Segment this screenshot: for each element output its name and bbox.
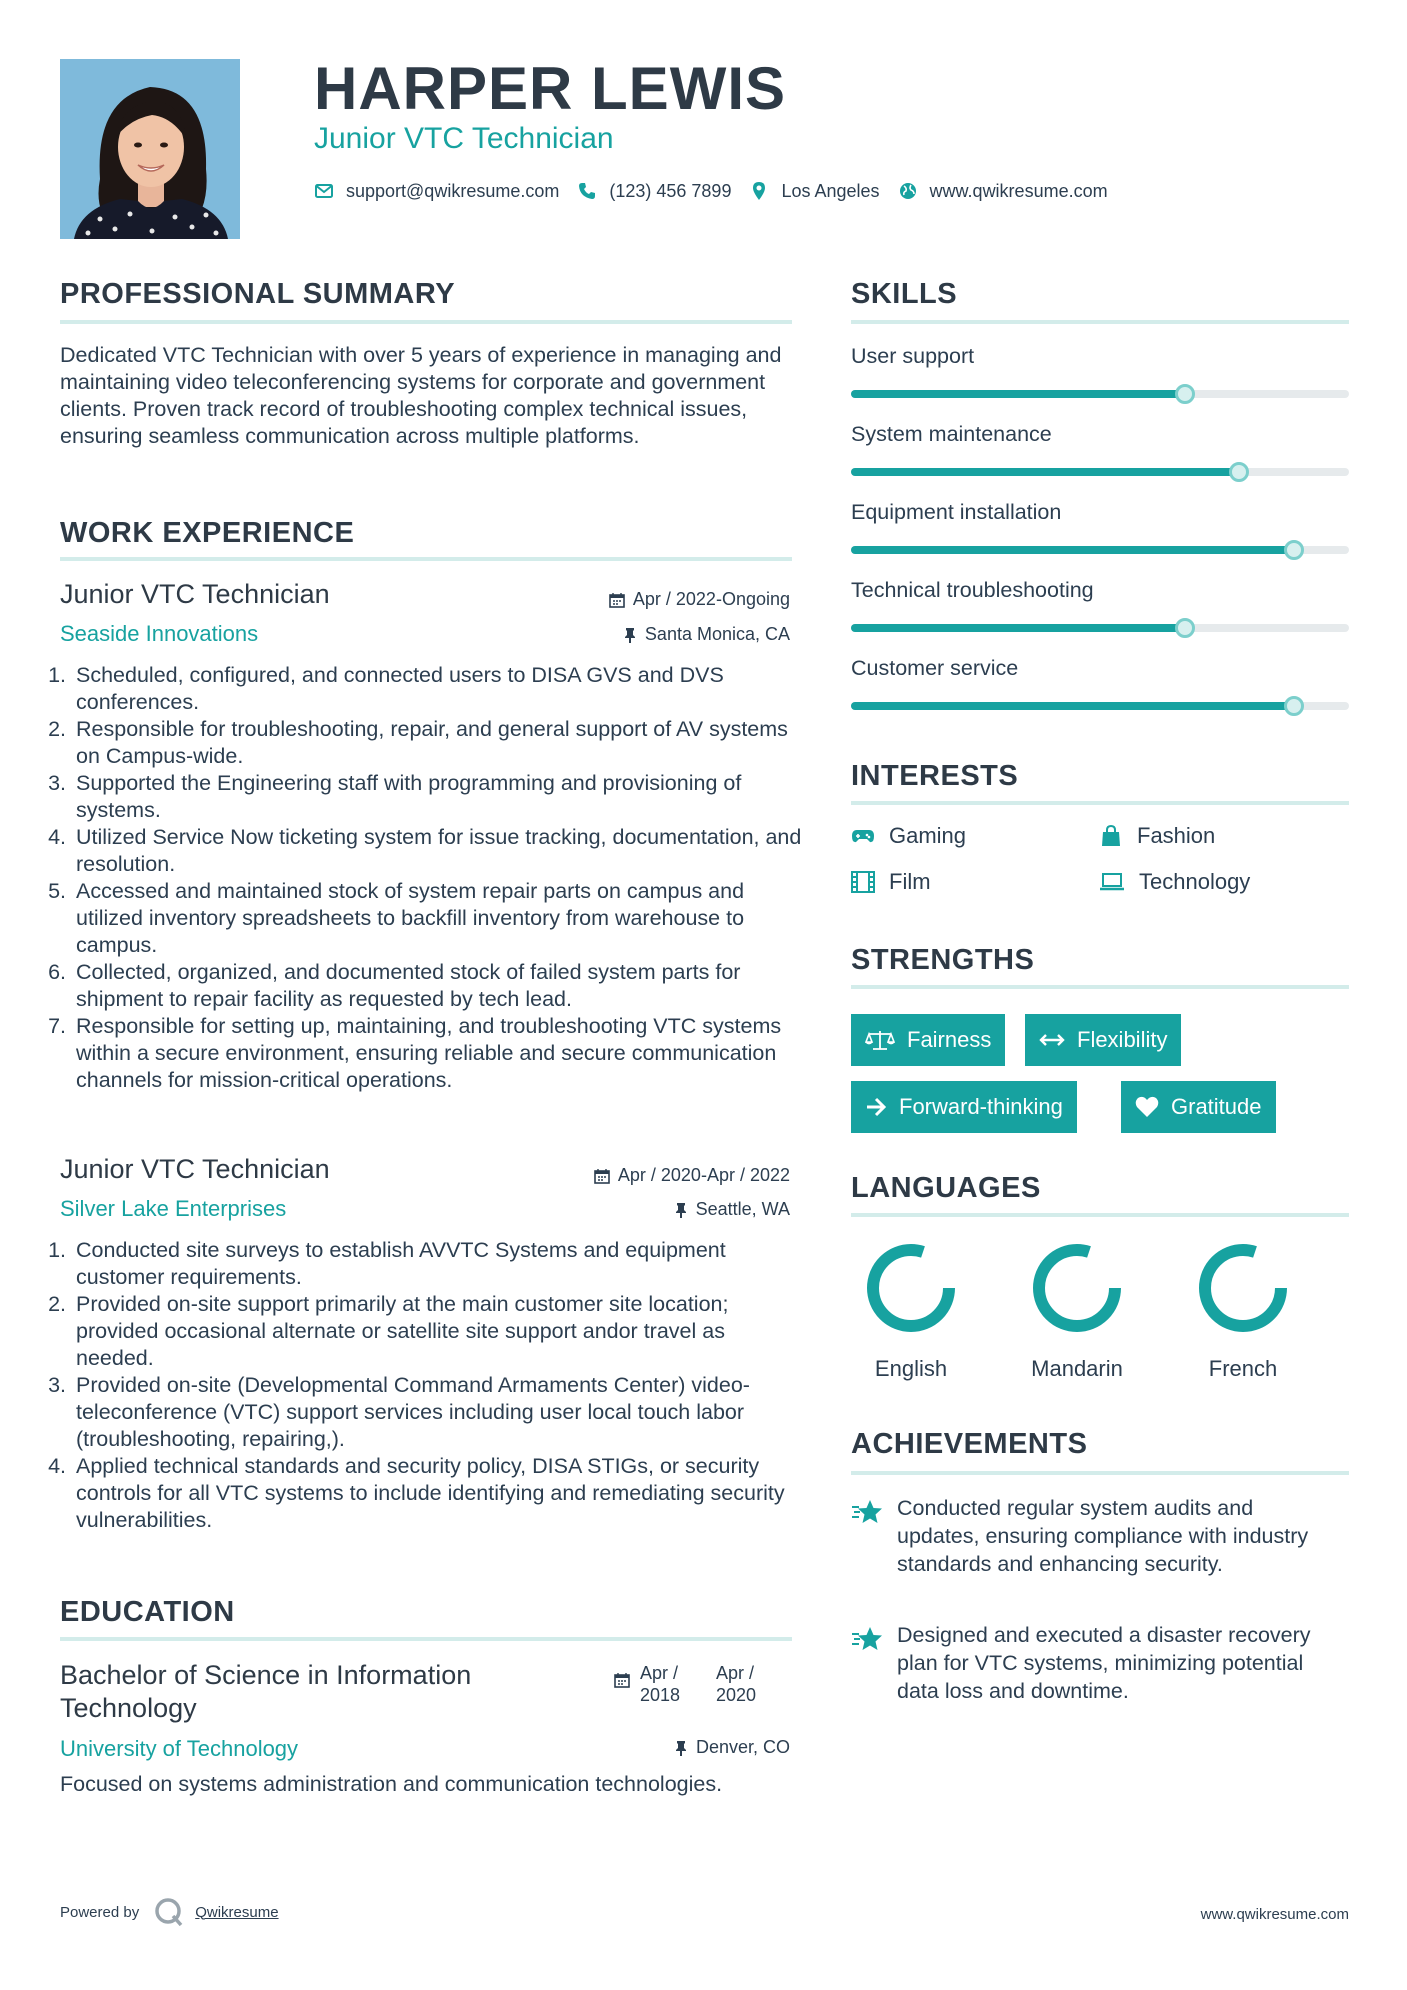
skill-label: User support — [851, 344, 975, 368]
achievement-item — [851, 1494, 1327, 1578]
strength-label: Gratitude — [1171, 1094, 1262, 1119]
interest-technology — [1099, 869, 1250, 895]
footer-website[interactable]: www.qwikresume.com — [1200, 1906, 1349, 1923]
languages-heading: LANGUAGES — [851, 1172, 1041, 1204]
skill-label: Equipment installation — [851, 500, 1062, 524]
language-label: Mandarin — [1031, 1356, 1123, 1381]
profile-photo — [60, 59, 240, 239]
strength-flexibility — [1025, 1014, 1181, 1066]
pushpin-icon — [674, 1202, 688, 1218]
job-2-dates — [594, 1165, 790, 1186]
strength-label: Fairness — [907, 1027, 992, 1052]
experience-rule — [60, 557, 792, 561]
calendar-icon — [594, 1168, 610, 1184]
skill-bar-fill — [851, 546, 1294, 554]
skill-bar — [851, 546, 1349, 554]
gamepad-icon — [851, 827, 875, 845]
envelope-icon — [314, 181, 334, 201]
job-2-title: Junior VTC Technician — [60, 1154, 330, 1184]
interest-gaming — [851, 823, 966, 849]
list-item: 5. Accessed and maintained stock of system repair parts on campus and utilized inventory spreadsheets to backfill inventory from warehouse to campus. — [72, 878, 804, 959]
shopping-bag-icon — [1099, 824, 1123, 848]
summary-text: Dedicated VTC Technician with over 5 years of experience in managing and maintaining video teleconferencing systems for corporate and government clients. Proven track record of troubleshooting complex technical issues, ensuring seamless communication across multiple platforms. — [60, 343, 782, 448]
globe-icon — [898, 181, 918, 201]
star-icon — [851, 1498, 883, 1526]
skill-bar-knob — [1175, 384, 1195, 404]
calendar-icon — [609, 592, 625, 608]
achievement-text: Conducted regular system audits and updates, ensuring compliance with industry standards and enhancing security. — [897, 1496, 1309, 1576]
skill-label: Technical troubleshooting — [851, 578, 1094, 602]
job-2-dates-text: Apr / 2020-Apr / 2022 — [617, 1165, 790, 1185]
skill-bar-fill — [851, 468, 1239, 476]
skill-bar-knob — [1229, 462, 1249, 482]
job-1-company: Seaside Innovations — [60, 621, 259, 646]
skills-heading: SKILLS — [851, 278, 958, 310]
strength-fairness — [851, 1014, 1005, 1066]
job-1-location — [623, 624, 790, 645]
qwikresume-logo-icon — [153, 1896, 185, 1928]
list-item: 7. Responsible for setting up, maintaining, and troubleshooting VTC systems within a secure environment, ensuring reliable and secure communication channels for mission-critical operations. — [72, 1013, 804, 1094]
achievements-rule — [851, 1471, 1349, 1475]
education-description: Focused on systems administration and communication technologies. — [60, 1772, 723, 1796]
interest-label: Technology — [1139, 869, 1251, 894]
skill-bar — [851, 468, 1349, 476]
job-1-location-text: Santa Monica, CA — [644, 624, 790, 644]
job-1-title: Junior VTC Technician — [60, 579, 330, 609]
skill-bar-knob — [1284, 540, 1304, 560]
job-2-location-text: Seattle, WA — [695, 1199, 790, 1219]
contact-location: Los Angeles — [781, 180, 880, 201]
skills-rule — [851, 320, 1349, 324]
language-level-ring — [1197, 1242, 1289, 1334]
balance-scale-icon — [865, 1029, 895, 1051]
interest-fashion — [1099, 823, 1215, 849]
skill-bar — [851, 390, 1349, 398]
list-item: 6. Collected, organized, and documented stock of failed system parts for shipment to repair facility as requested by tech lead. — [72, 959, 804, 1013]
interest-film — [851, 869, 931, 895]
pushpin-icon — [674, 1740, 688, 1756]
skill-bar-fill — [851, 624, 1185, 632]
list-item: 3. Provided on-site (Developmental Command Armaments Center) video-teleconference (VTC) support services including user local touch labor (troubleshooting, repairing,). — [72, 1372, 804, 1453]
list-item: 1. Conducted site surveys to establish AVVTC Systems and equipment customer requirements. — [72, 1237, 804, 1291]
strengths-heading: STRENGTHS — [851, 944, 1035, 976]
qwikresume-link[interactable]: Qwikresume — [195, 1903, 279, 1921]
contact-email[interactable]: support@qwikresume.com — [346, 180, 560, 201]
skill-bar-fill — [851, 702, 1294, 710]
education-start: Apr / 2018 — [640, 1663, 681, 1705]
contact-bar — [314, 178, 1126, 204]
heart-icon — [1135, 1096, 1159, 1118]
candidate-title: Junior VTC Technician — [314, 122, 614, 155]
skill-bar — [851, 624, 1349, 632]
arrows-horizontal-icon — [1039, 1033, 1065, 1047]
strengths-rule — [851, 985, 1349, 989]
list-item: 2. Provided on-site support primarily at the main customer site location; provided occasional alternate or satellite site support andor travel as needed. — [72, 1291, 804, 1372]
candidate-name: HARPER LEWIS — [314, 55, 787, 122]
calendar-icon — [614, 1672, 630, 1688]
education-location-text: Denver, CO — [695, 1737, 790, 1757]
job-1-dates — [609, 589, 790, 610]
language-level-ring — [1031, 1242, 1123, 1334]
strength-gratitude — [1121, 1081, 1276, 1133]
job-2-duties — [54, 1237, 804, 1534]
skill-label: System maintenance — [851, 422, 1052, 446]
language-level-ring — [865, 1242, 957, 1334]
pushpin-icon — [623, 627, 637, 643]
language-label: English — [874, 1356, 948, 1381]
list-item: 3. Supported the Engineering staff with programming and provisioning of systems. — [72, 770, 804, 824]
arrow-right-icon — [865, 1097, 887, 1117]
powered-by-label: Powered by — [60, 1903, 140, 1921]
interests-rule — [851, 801, 1349, 805]
list-item: 2. Responsible for troubleshooting, repair, and general support of AV systems on Campus-wide. — [72, 716, 804, 770]
phone-icon — [577, 181, 597, 201]
achievements-heading: ACHIEVEMENTS — [851, 1428, 1088, 1460]
job-1-duties — [54, 662, 804, 1094]
skill-bar — [851, 702, 1349, 710]
education-heading: EDUCATION — [60, 1596, 235, 1628]
experience-heading: WORK EXPERIENCE — [60, 517, 355, 549]
language-label: French — [1208, 1356, 1278, 1381]
education-dates — [614, 1662, 776, 1706]
laptop-icon — [1099, 872, 1125, 892]
interests-heading: INTERESTS — [851, 760, 1019, 792]
achievement-text: Designed and executed a disaster recovery plan for VTC systems, minimizing potential data loss and downtime. — [897, 1623, 1311, 1703]
contact-phone[interactable]: (123) 456 7899 — [609, 180, 732, 201]
job-2-location — [674, 1199, 790, 1220]
strength-forward-thinking — [851, 1081, 1077, 1133]
strength-label: Flexibility — [1077, 1027, 1168, 1052]
summary-rule — [60, 320, 792, 324]
list-item: 1. Scheduled, configured, and connected users to DISA GVS and DVS conferences. — [72, 662, 804, 716]
school-name: University of Technology — [60, 1736, 299, 1761]
degree-title: Bachelor of Science in Information Technology — [60, 1660, 472, 1723]
footer-powered-by — [60, 1896, 279, 1928]
education-rule — [60, 1637, 792, 1641]
skill-label: Customer service — [851, 656, 1019, 680]
job-2-company: Silver Lake Enterprises — [60, 1196, 287, 1221]
map-marker-icon — [749, 181, 769, 201]
education-end: Apr / 2020 — [716, 1663, 757, 1705]
languages-rule — [851, 1213, 1349, 1217]
interest-label: Fashion — [1137, 823, 1216, 848]
list-item: 4. Utilized Service Now ticketing system for issue tracking, documentation, and resolution. — [72, 824, 804, 878]
achievement-item — [851, 1621, 1327, 1705]
film-icon — [851, 871, 875, 893]
star-icon — [851, 1625, 883, 1653]
education-location — [674, 1737, 790, 1758]
job-1-dates-text: Apr / 2022-Ongoing — [632, 589, 790, 609]
skill-bar-knob — [1175, 618, 1195, 638]
contact-website[interactable]: www.qwikresume.com — [929, 180, 1108, 201]
strength-label: Forward-thinking — [899, 1094, 1063, 1119]
skill-bar-fill — [851, 390, 1185, 398]
interest-label: Gaming — [889, 823, 967, 848]
list-item: 4. Applied technical standards and security policy, DISA STIGs, or security controls for all VTC systems to include identifying and remediating security vulnerabilities. — [72, 1453, 804, 1534]
interest-label: Film — [889, 869, 931, 894]
summary-heading: PROFESSIONAL SUMMARY — [60, 278, 456, 310]
skill-bar-knob — [1284, 696, 1304, 716]
